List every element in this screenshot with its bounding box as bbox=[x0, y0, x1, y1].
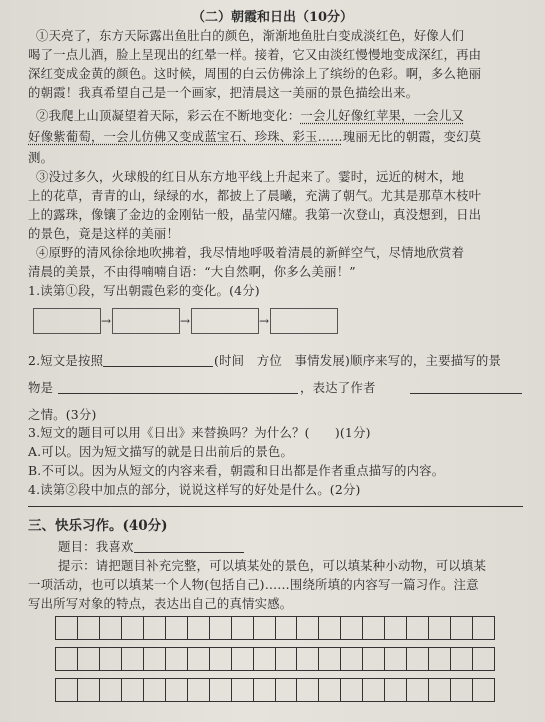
grid-cell[interactable] bbox=[77, 617, 99, 639]
para2-dotted-text: 一会儿好像红苹果，一会儿又 bbox=[300, 108, 465, 123]
grid-cell[interactable] bbox=[209, 617, 231, 639]
grid-cell[interactable] bbox=[187, 648, 209, 670]
para1-line4: 的朝霞！我真希望自己是一个画家，把清晨这一美丽的景色描绘出来。 bbox=[28, 85, 419, 100]
grid-cell[interactable] bbox=[99, 617, 121, 639]
q2-blank-feeling[interactable] bbox=[410, 393, 522, 394]
question-2-options: (时间 方位 事情发展)顺序来写的，主要描写的景 bbox=[214, 353, 502, 368]
question-1: 1.读第①段，写出朝霞色彩的变化。(4分) bbox=[28, 283, 260, 298]
q2-blank-order[interactable] bbox=[103, 366, 213, 367]
grid-cell[interactable] bbox=[275, 648, 297, 670]
grid-cell[interactable] bbox=[472, 617, 495, 639]
grid-cell[interactable] bbox=[143, 648, 165, 670]
grid-cell[interactable] bbox=[428, 617, 450, 639]
answer-box-3[interactable] bbox=[191, 308, 259, 334]
grid-cell[interactable] bbox=[406, 648, 428, 670]
grid-cell[interactable] bbox=[472, 648, 495, 670]
grid-cell[interactable] bbox=[428, 679, 450, 701]
para2-text: ②我爬上山顶凝望着天际，彩云在不断地变化： bbox=[36, 108, 301, 123]
question-3: 3.短文的题目可以用《日出》来替换吗？为什么？( )(1分) bbox=[28, 425, 371, 440]
grid-row[interactable] bbox=[55, 647, 495, 671]
answer-box-2[interactable] bbox=[112, 308, 180, 334]
grid-cell[interactable] bbox=[362, 679, 384, 701]
grid-cell[interactable] bbox=[165, 679, 187, 701]
para1-line3: 深红变成金黄的颜色。这时候，周围的白云仿佛涂上了缤纷的色彩。啊，多么艳丽 bbox=[28, 66, 482, 81]
para3-line3: 上的露珠，像镶了金边的金刚钻一般，晶莹闪耀。我第一次登山，真没想到，日出 bbox=[28, 207, 482, 222]
grid-cell[interactable] bbox=[318, 648, 340, 670]
arrow-icon: → bbox=[101, 314, 112, 328]
grid-cell[interactable] bbox=[55, 648, 77, 670]
answer-box-4[interactable] bbox=[270, 308, 338, 334]
para2-line1 bbox=[36, 106, 464, 125]
question-2-wu: 物是 bbox=[28, 380, 54, 395]
grid-cell[interactable] bbox=[340, 648, 362, 670]
grid-cell[interactable] bbox=[275, 679, 297, 701]
para2-line3: 测。 bbox=[28, 150, 54, 165]
question-4: 4.读第②段中加点的部分，说说这样写的好处是什么。(2分) bbox=[28, 482, 361, 497]
grid-cell[interactable] bbox=[472, 679, 495, 701]
hint-line2: 一项活动，也可以填某一个人物(包括自己)……围绕所填的内容写一篇习作。注意 bbox=[28, 577, 479, 592]
para2-dotted-text-2: 好像紫葡萄，一会儿仿佛又变成蓝宝石、珍珠、彩玉…… bbox=[28, 129, 343, 144]
hint-line1: 提示：请把题目补充完整，可以填某处的景色，可以填某种小动物，可以填某 bbox=[58, 558, 487, 573]
para3-line1: ③没过多久，火球般的红日从东方地平线上升起来了。霎时，远近的树木，地 bbox=[36, 169, 465, 184]
section-3-heading: 三、快乐习作。(40分) bbox=[28, 518, 168, 534]
arrow-icon: → bbox=[259, 314, 270, 328]
grid-cell[interactable] bbox=[253, 679, 275, 701]
passage-title: （二）朝霞和日出（10分） bbox=[191, 10, 354, 25]
grid-cell[interactable] bbox=[296, 679, 318, 701]
grid-cell[interactable] bbox=[406, 679, 428, 701]
grid-cell[interactable] bbox=[362, 617, 384, 639]
grid-cell[interactable] bbox=[165, 648, 187, 670]
grid-cell[interactable] bbox=[340, 617, 362, 639]
grid-cell[interactable] bbox=[209, 679, 231, 701]
grid-cell[interactable] bbox=[231, 617, 253, 639]
grid-cell[interactable] bbox=[318, 679, 340, 701]
grid-cell[interactable] bbox=[362, 648, 384, 670]
para3-line4: 的景色，竟是这样的美丽！ bbox=[28, 226, 180, 241]
grid-cell[interactable] bbox=[428, 648, 450, 670]
grid-row[interactable] bbox=[55, 678, 495, 702]
essay-topic-blank[interactable] bbox=[134, 552, 244, 553]
para1-line2: 喝了一点儿酒，脸上呈现出的红晕一样。接着，它又由淡红慢慢地变成深红，再由 bbox=[28, 47, 482, 62]
para3-line2: 上的花草，青青的山，绿绿的水，都披上了晨曦，充满了朝气。尤其是那草木枝叶 bbox=[28, 188, 482, 203]
grid-cell[interactable] bbox=[143, 617, 165, 639]
hint-line3: 写出所写对象的特点，表达出自己的真情实感。 bbox=[28, 596, 293, 611]
grid-cell[interactable] bbox=[296, 648, 318, 670]
grid-cell[interactable] bbox=[450, 679, 472, 701]
grid-cell[interactable] bbox=[121, 617, 143, 639]
para2-text-2: 瑰丽无比的朝霞，变幻莫 bbox=[342, 129, 482, 144]
question-3-option-a: A.可以。因为短文描写的就是日出前后的景色。 bbox=[28, 444, 294, 459]
grid-cell[interactable] bbox=[77, 679, 99, 701]
question-2-express: ，表达了作者 bbox=[300, 380, 376, 395]
grid-cell[interactable] bbox=[209, 648, 231, 670]
question-3-option-b: B.不可以。因为从短文的内容来看，朝霞和日出都是作者重点描写的内容。 bbox=[28, 463, 445, 478]
grid-cell[interactable] bbox=[165, 617, 187, 639]
grid-cell[interactable] bbox=[121, 648, 143, 670]
grid-cell[interactable] bbox=[99, 679, 121, 701]
grid-cell[interactable] bbox=[318, 617, 340, 639]
grid-row[interactable] bbox=[55, 616, 495, 640]
grid-cell[interactable] bbox=[253, 617, 275, 639]
q2-blank-scenery[interactable] bbox=[58, 393, 298, 394]
grid-cell[interactable] bbox=[143, 679, 165, 701]
grid-cell[interactable] bbox=[55, 617, 77, 639]
answer-box-1[interactable] bbox=[33, 308, 101, 334]
grid-cell[interactable] bbox=[384, 648, 406, 670]
grid-cell[interactable] bbox=[296, 617, 318, 639]
grid-cell[interactable] bbox=[406, 617, 428, 639]
grid-cell[interactable] bbox=[121, 679, 143, 701]
grid-cell[interactable] bbox=[450, 617, 472, 639]
grid-cell[interactable] bbox=[99, 648, 121, 670]
grid-cell[interactable] bbox=[231, 679, 253, 701]
q4-answer-line[interactable] bbox=[28, 506, 523, 507]
grid-cell[interactable] bbox=[55, 679, 77, 701]
grid-cell[interactable] bbox=[187, 679, 209, 701]
question-2-end: 之情。(3分) bbox=[28, 407, 97, 422]
grid-cell[interactable] bbox=[450, 648, 472, 670]
grid-cell[interactable] bbox=[275, 617, 297, 639]
para4-line2: 清晨的美景，不由得喃喃自语：“大自然啊，你多么美丽！” bbox=[28, 264, 356, 279]
question-2-start: 2.短文是按照 bbox=[28, 353, 104, 368]
grid-cell[interactable] bbox=[231, 648, 253, 670]
para1-line1: ①天亮了，东方天际露出鱼肚白的颜色，渐渐地鱼肚白变成淡红色，好像人们 bbox=[36, 28, 465, 43]
grid-cell[interactable] bbox=[187, 617, 209, 639]
grid-cell[interactable] bbox=[340, 679, 362, 701]
essay-topic-label: 题目：我喜欢 bbox=[58, 539, 134, 554]
grid-cell[interactable] bbox=[77, 648, 99, 670]
grid-cell[interactable] bbox=[384, 679, 406, 701]
para4-line1: ④原野的清风徐徐地吹拂着，我尽情地呼吸着清晨的新鲜空气，尽情地欣赏着 bbox=[36, 245, 465, 260]
grid-cell[interactable] bbox=[384, 617, 406, 639]
grid-cell[interactable] bbox=[253, 648, 275, 670]
para2-line2 bbox=[28, 127, 481, 146]
arrow-icon: → bbox=[180, 314, 191, 328]
